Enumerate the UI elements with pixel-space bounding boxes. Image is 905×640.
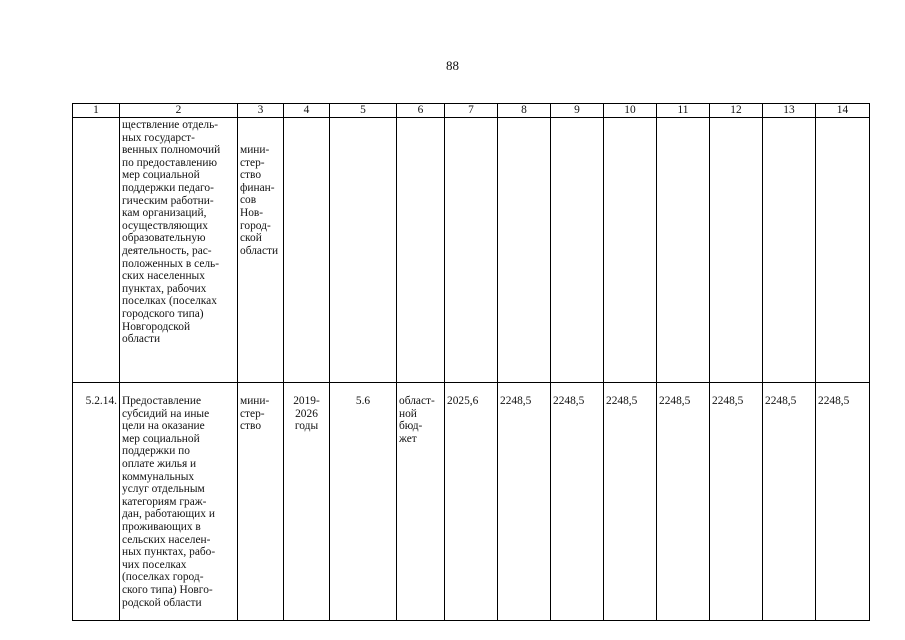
- column-header-10: 10: [604, 104, 657, 118]
- header-row: [73, 104, 870, 118]
- column-header-13: 13: [763, 104, 816, 118]
- cell-value-12: 2248,5: [710, 383, 763, 621]
- column-header-7: 7: [445, 104, 498, 118]
- column-header-11: 11: [657, 104, 710, 118]
- cell-target: 5.6: [330, 383, 397, 621]
- column-header-4: 4: [284, 104, 330, 118]
- cell-value-8: [498, 118, 551, 383]
- cell-value-14: [816, 118, 870, 383]
- budget-table: [72, 103, 870, 621]
- cell-value-13: 2248,5: [763, 383, 816, 621]
- cell-value-13: [763, 118, 816, 383]
- column-header-12: 12: [710, 104, 763, 118]
- cell-source: [397, 118, 445, 383]
- cell-value-9: [551, 118, 604, 383]
- cell-value-11: [657, 118, 710, 383]
- cell-value-12: [710, 118, 763, 383]
- cell-value-8: 2248,5: [498, 383, 551, 621]
- column-header-3: 3: [238, 104, 284, 118]
- column-header-2: 2: [120, 104, 238, 118]
- cell-source: област- ной бюд- жет: [397, 383, 445, 621]
- cell-period: [284, 118, 330, 383]
- column-header-6: 6: [397, 104, 445, 118]
- column-header-9: 9: [551, 104, 604, 118]
- table-row-5-2-14: [73, 383, 870, 621]
- cell-value-7: 2025,6: [445, 383, 498, 621]
- cell-value-11: 2248,5: [657, 383, 710, 621]
- cell-number: [73, 118, 120, 383]
- cell-executor: мини- стер- ство: [238, 383, 284, 621]
- cell-description: Предоставление субсидий на иные цели на оказание мер социальной поддержки по оплате жилья и коммунальных услуг отдельным категориям граж- дан, работающих и проживающих в сельских населен- ных пунктах, рабо- чих поселках (поселках город- ского типа) Новго- родской области: [120, 383, 238, 621]
- cell-value-10: [604, 118, 657, 383]
- cell-number: 5.2.14.: [73, 383, 120, 621]
- cell-description: ществление отдель- ных государст- венных полномочий по предоставлению мер социальной поддержки педаго- гическим работни- кам организаций, осуществляющих образовательную деятельность, рас- положенных в сель- ских населенных пунктах, рабочих поселках (поселках городского типа) Новгородской области: [120, 118, 238, 383]
- cell-value-10: 2248,5: [604, 383, 657, 621]
- column-header-8: 8: [498, 104, 551, 118]
- cell-target: [330, 118, 397, 383]
- table-row-continuation: [73, 118, 870, 383]
- cell-period: 2019- 2026 годы: [284, 383, 330, 621]
- cell-value-7: [445, 118, 498, 383]
- column-header-5: 5: [330, 104, 397, 118]
- cell-executor: [238, 118, 284, 383]
- column-header-1: 1: [73, 104, 120, 118]
- cell-value-9: 2248,5: [551, 383, 604, 621]
- column-header-14: 14: [816, 104, 870, 118]
- page-number: 88: [446, 58, 459, 73]
- executor-text: мини- стер- ство финан- сов Нов- город- ской области: [240, 144, 279, 257]
- cell-value-14: 2248,5: [816, 383, 870, 621]
